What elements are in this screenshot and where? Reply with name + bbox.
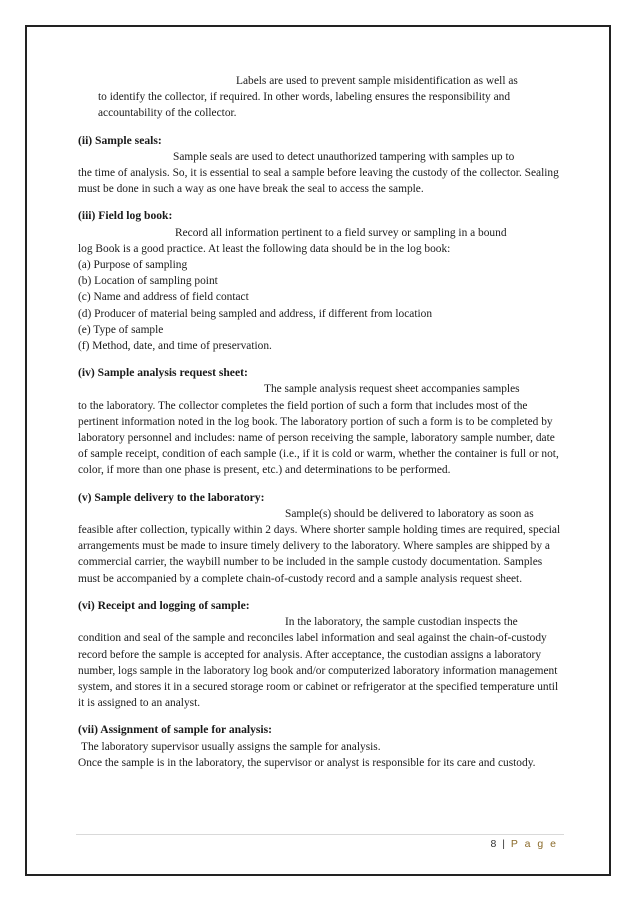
- section-body: to the laboratory. The collector completes the field portion of such a form that includes most of the pertinent information noted in the log book. The laboratory portion of such a form is to be completed by laboratory personnel and includes: name of person receiving the sample, laboratory sample number, date of sample receipt, condition of each sample (i.e., if it is cold or warm, whether the container is full or not, color, if more than one phase is present, etc.) and determinations to be performed.: [78, 399, 559, 477]
- section-field-log-book: [78, 208, 564, 354]
- document-body: [78, 73, 564, 771]
- list-item: (c) Name and address of field contact: [78, 291, 249, 304]
- labels-lead-line: Labels are used to prevent sample misidentification as well as: [236, 75, 518, 87]
- section-heading: (vi) Receipt and logging of sample:: [78, 598, 250, 612]
- section-lead-line: Record all information pertinent to a field survey or sampling in a bound: [175, 226, 507, 239]
- section-heading: (v) Sample delivery to the laboratory:: [78, 490, 265, 504]
- section-lead-line: The sample analysis request sheet accompanies samples: [264, 383, 520, 396]
- section-body: the time of analysis. So, it is essential to seal a sample before leaving the custody of the collector. Sealing must be done in such a way as one have break the seal to access the sample.: [78, 167, 559, 196]
- section-body-line: The laboratory supervisor usually assigns the sample for analysis.: [81, 740, 381, 753]
- list-item: (a) Purpose of sampling: [78, 259, 188, 272]
- page-number: 8: [490, 838, 497, 850]
- section-receipt-logging: [78, 598, 564, 711]
- section-heading: (ii) Sample seals:: [78, 133, 162, 147]
- footer-rule: [76, 834, 564, 835]
- section-lead-line: Sample seals are used to detect unauthorized tampering with samples up to: [173, 150, 515, 163]
- section-sample-delivery: [78, 490, 564, 587]
- section-heading: (iv) Sample analysis request sheet:: [78, 366, 248, 380]
- section-body-line: Once the sample is in the laboratory, the supervisor or analyst is responsible for its care and custody.: [78, 756, 536, 769]
- labels-body: to identify the collector, if required. In other words, labeling ensures the responsibility and accountability of the collector.: [98, 91, 511, 120]
- list-item: (e) Type of sample: [78, 323, 164, 336]
- section-sample-assignment: [78, 722, 564, 771]
- section-lead-line: Sample(s) should be delivered to laboratory as soon as: [285, 507, 534, 520]
- page-label: P a g e: [510, 838, 558, 850]
- section-request-sheet: [78, 365, 564, 478]
- section-body: feasible after collection, typically within 2 days. Where shorter sample holding times are required, special arrangements must be made to insure timely delivery to the laboratory. Where samples are shipped by a commercial carrier, the waybill number to be included in the sample custody documentation. Samples must be accompanied by a complete chain-of-custody record and a sample analysis request sheet.: [78, 524, 561, 585]
- labels-paragraph: [78, 73, 564, 122]
- section-body: log Book is a good practice. At least the following data should be in the log book:: [78, 242, 451, 255]
- list-item: (b) Location of sampling point: [78, 275, 218, 288]
- section-sample-seals: [78, 133, 564, 198]
- list-item: (d) Producer of material being sampled and address, if different from location: [78, 307, 433, 320]
- list-item: (f) Method, date, and time of preservation.: [78, 340, 272, 353]
- footer-separator: |: [502, 838, 506, 850]
- section-body: condition and seal of the sample and reconciles label information and seal against the chain-of-custody record before the sample is accepted for analysis. After acceptance, the custodian assigns a laboratory number, logs sample in the laboratory log book and/or computerized laboratory information management system, and stores it in a secured storage room or cabinet or refrigerator at the specified temperature until it is assigned to an analyst.: [78, 632, 559, 710]
- section-heading: (iii) Field log book:: [78, 209, 173, 223]
- section-heading: (vii) Assignment of sample for analysis:: [78, 723, 272, 737]
- section-lead-line: In the laboratory, the sample custodian inspects the: [285, 616, 518, 629]
- page-footer: [490, 838, 558, 850]
